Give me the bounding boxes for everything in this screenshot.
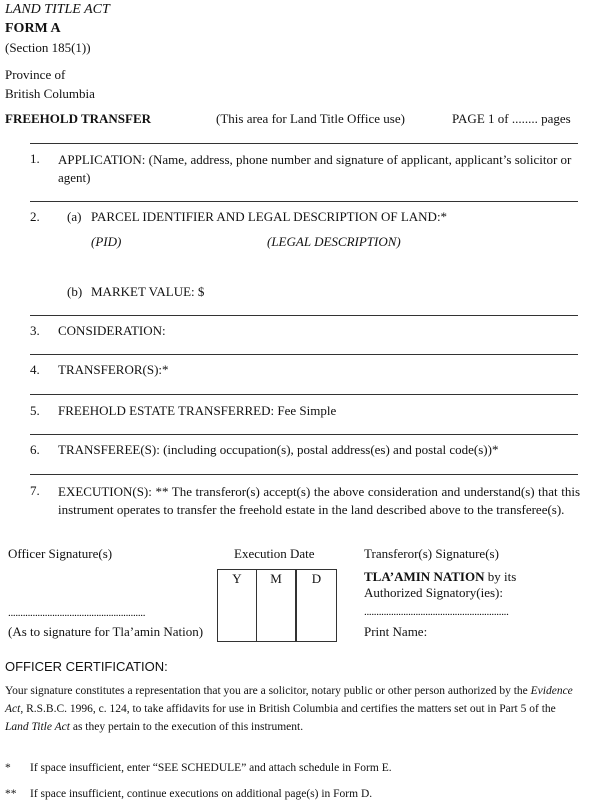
page-info: PAGE 1 of ........ pages bbox=[452, 111, 571, 126]
page-title: FREEHOLD TRANSFER bbox=[5, 111, 152, 126]
parcel-identifier-field[interactable]: PARCEL IDENTIFIER AND LEGAL DESCRIPTION OF LAND:* bbox=[91, 209, 448, 224]
act-name: LAND TITLE ACT bbox=[5, 2, 110, 17]
certification-text bbox=[5, 682, 580, 736]
market-value-field[interactable]: MARKET VALUE: $ bbox=[91, 284, 205, 299]
nation-line bbox=[364, 569, 516, 585]
consideration-field[interactable]: CONSIDERATION: bbox=[58, 323, 166, 338]
item-number: 7. bbox=[30, 483, 40, 498]
footnote-text: If space insufficient, enter “SEE SCHEDULE” and attach schedule in Form E. bbox=[30, 762, 392, 774]
item-number: 5. bbox=[30, 403, 40, 418]
transferor-field[interactable]: TRANSFEROR(S):* bbox=[58, 362, 169, 377]
item-number: 6. bbox=[30, 442, 40, 457]
estate-transferred-text: FREEHOLD ESTATE TRANSFERRED: Fee Simple bbox=[58, 403, 337, 418]
authorized-signatory-label: Authorized Signatory(ies): bbox=[364, 585, 503, 600]
divider bbox=[30, 354, 578, 355]
officer-signature-label: Officer Signature(s) bbox=[8, 546, 113, 561]
province-line1: Province of bbox=[5, 67, 66, 82]
cert-part1: Your signature constitutes a representation that you are a solicitor, notary public or other person authorized by the bbox=[5, 685, 531, 697]
date-month-box[interactable] bbox=[256, 569, 296, 642]
year-label: Y bbox=[232, 571, 242, 586]
cert-part2: , R.S.B.C. 1996, c. 124, to take affidavits for use in British Columbia and certifies the matters set out in Part 5 of the bbox=[20, 703, 556, 715]
transferor-signature-label: Transferor(s) Signature(s) bbox=[364, 546, 499, 561]
item-number: 1. bbox=[30, 151, 40, 166]
application-field[interactable]: APPLICATION: (Name, address, phone number and signature of applicant, applicant’s solicitor or agent) bbox=[58, 152, 572, 185]
divider bbox=[30, 474, 578, 475]
footnote-text: If space insufficient, continue executions on additional page(s) in Form D. bbox=[30, 788, 373, 800]
item-number: 2. bbox=[30, 209, 40, 224]
footnote-mark: ** bbox=[5, 788, 17, 800]
divider bbox=[30, 315, 578, 316]
print-name-field[interactable]: Print Name: bbox=[364, 624, 428, 639]
item-number: 3. bbox=[30, 323, 40, 338]
office-use-note: (This area for Land Title Office use) bbox=[216, 111, 405, 126]
land-title-act: Land Title Act bbox=[5, 721, 70, 733]
item-number: 4. bbox=[30, 362, 40, 377]
divider bbox=[30, 143, 578, 144]
transferee-field[interactable]: TRANSFEREE(S): (including occupation(s), postal address(es) and postal code(s))* bbox=[58, 442, 499, 457]
footnote-mark: * bbox=[5, 762, 11, 774]
date-day-box[interactable] bbox=[296, 569, 337, 642]
officer-signature-line[interactable]: ........................................................ bbox=[8, 607, 146, 619]
transferor-signature-line[interactable]: ........................................................... bbox=[364, 606, 509, 618]
form-name: FORM A bbox=[5, 21, 61, 36]
province-line2: British Columbia bbox=[5, 86, 95, 101]
divider bbox=[30, 201, 578, 202]
execution-statement: EXECUTION(S): ** The transferor(s) accept(s) the above consideration and understand(s) that this instrument operates to transfer the freehold estate in the land described above to the transferee(s). bbox=[58, 484, 580, 517]
date-year-box[interactable] bbox=[217, 569, 257, 642]
nation-name: TLA’AMIN NATION bbox=[364, 569, 485, 584]
subitem-label: (a) bbox=[67, 209, 82, 224]
subitem-label: (b) bbox=[67, 284, 83, 299]
pid-label: (PID) bbox=[91, 234, 122, 249]
cert-part3: as they pertain to the execution of this instrument. bbox=[69, 721, 304, 733]
execution-date-label: Execution Date bbox=[234, 546, 315, 561]
nation-by: by its bbox=[484, 569, 517, 584]
divider bbox=[30, 434, 578, 435]
certification-heading: OFFICER CERTIFICATION: bbox=[5, 659, 168, 674]
month-label: M bbox=[270, 571, 282, 586]
day-label: D bbox=[311, 571, 322, 586]
officer-note: (As to signature for Tla’amin Nation) bbox=[8, 624, 204, 639]
section-ref: (Section 185(1)) bbox=[5, 40, 91, 55]
divider bbox=[30, 394, 578, 395]
legal-description-label: (LEGAL DESCRIPTION) bbox=[267, 234, 401, 249]
evidence-act: Evidence Act bbox=[5, 685, 573, 715]
